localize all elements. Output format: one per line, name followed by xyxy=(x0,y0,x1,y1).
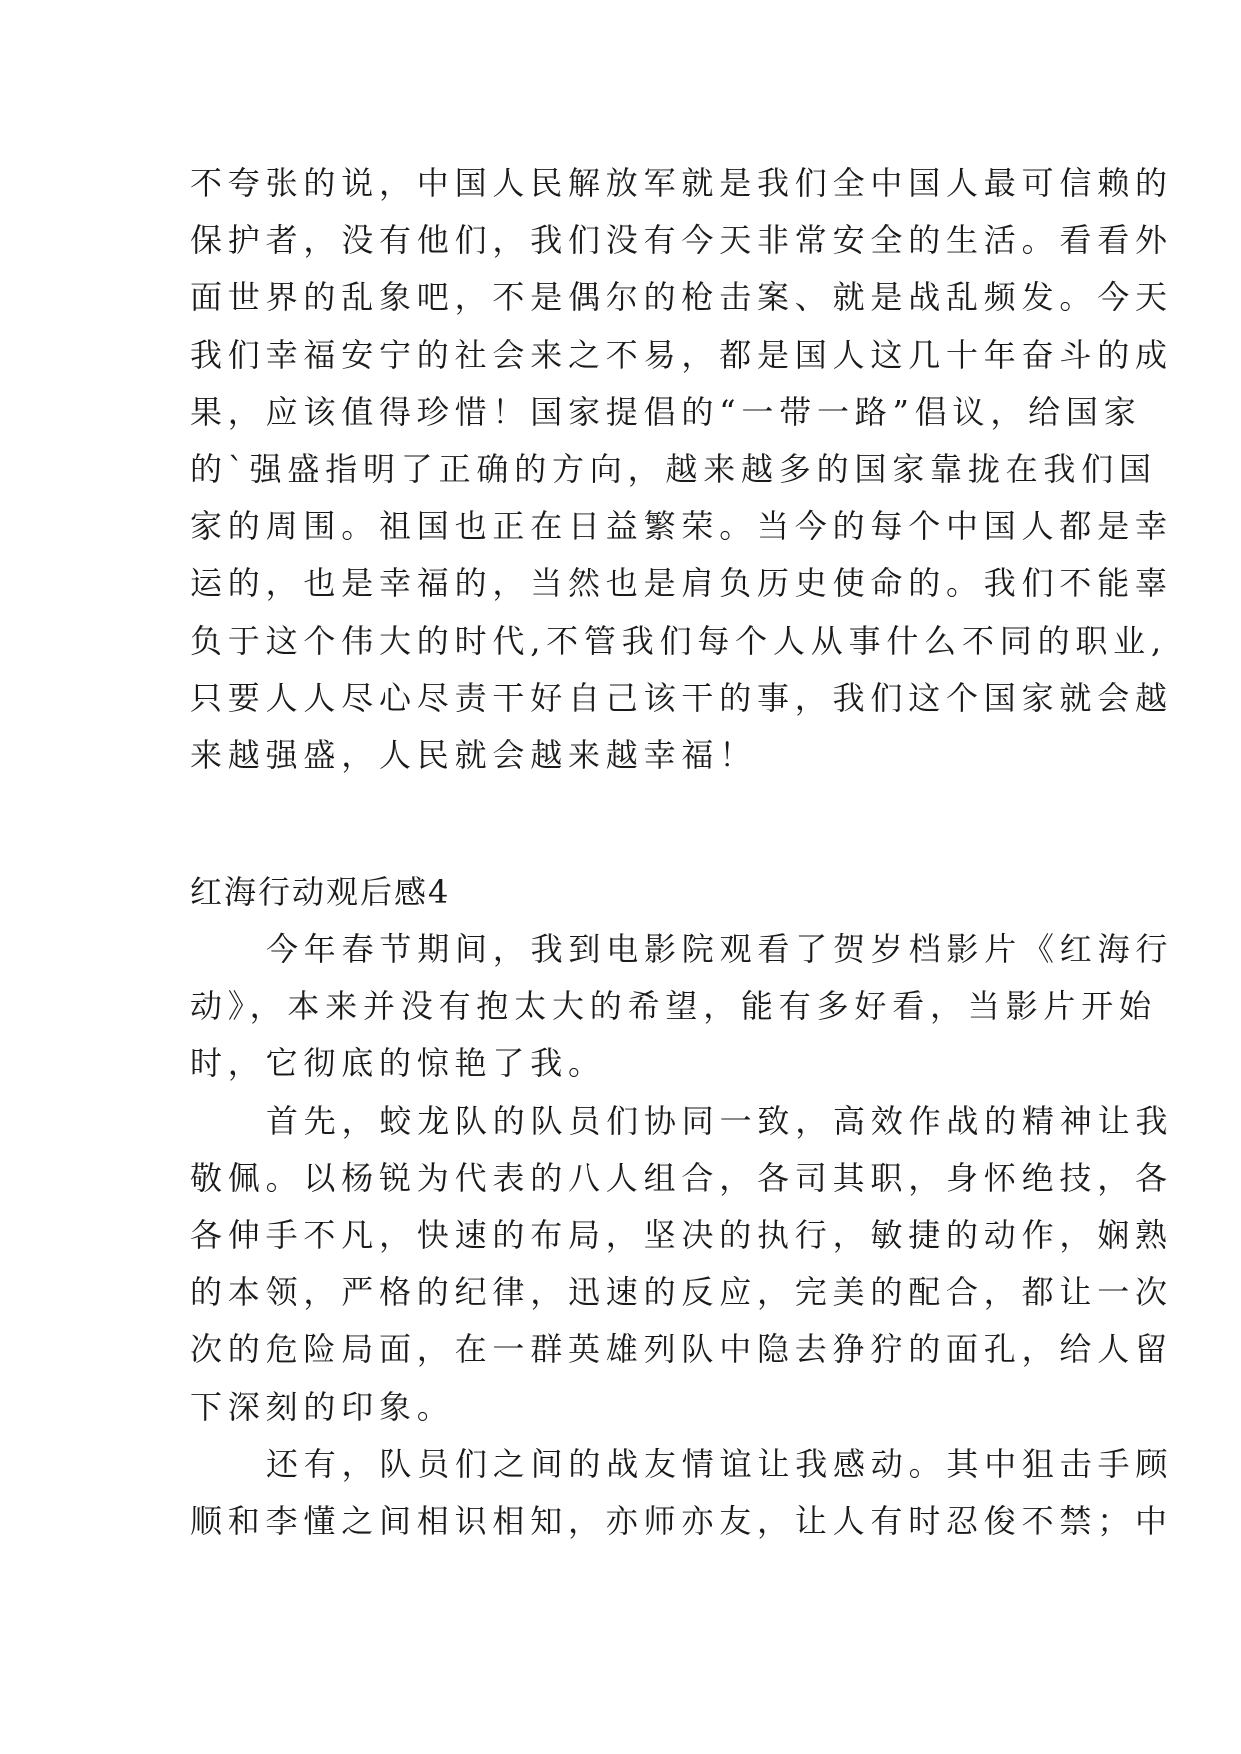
text-line: 下深刻的印象。 xyxy=(190,1387,455,1426)
text-line: 运的，也是幸福的，当然也是肩负历史使命的。我们不能辜 xyxy=(190,564,1173,603)
text-line: 我们幸福安宁的社会来之不易，都是国人这几十年奋斗的成 xyxy=(190,335,1173,374)
text-line: 来越强盛，人民就会越来越幸福！ xyxy=(190,735,758,774)
text-line: 还有，队员们之间的战友情谊让我感动。其中狙击手顾 xyxy=(266,1444,1174,1483)
text-line: 今年春节期间，我到电影院观看了贺岁档影片《红海行 xyxy=(266,930,1174,968)
text-line: 次的危险局面，在一群英雄列队中隐去狰狞的面孔，给人留 xyxy=(190,1330,1173,1369)
text-line: 只要人人尽心尽责干好自己该干的事，我们这个国家就会越 xyxy=(190,678,1173,717)
paragraph-red-sea-review xyxy=(190,921,1174,1550)
text-line: 动》，本来并没有抱太大的希望，能有多好看，当影片开始 xyxy=(190,987,1157,1026)
paragraph-pla-reflection xyxy=(190,155,1173,784)
text-line: 保护者，没有他们，我们没有今天非常安全的生活。看看外 xyxy=(190,221,1173,260)
text-line: 不夸张的说，中国人民解放军就是我们全中国人最可信赖的 xyxy=(190,164,1173,202)
text-line: 时，它彻底的惊艳了我。 xyxy=(190,1044,606,1083)
text-line: 敬佩。以杨锐为代表的八人组合，各司其职，身怀绝技，各 xyxy=(190,1158,1173,1197)
text-line: 果，应该值得珍惜！国家提倡的“一带一路”倡议，给国家 xyxy=(190,392,1142,431)
text-line: 各伸手不凡，快速的布局，坚决的执行，敏捷的动作，娴熟 xyxy=(190,1215,1173,1254)
text-line: 负于这个伟大的时代,不管我们每个人从事什么不同的职业, xyxy=(190,621,1167,660)
text-line: 的本领，严格的纪律，迅速的反应，完美的配合，都让一次 xyxy=(190,1273,1173,1312)
section-heading: 红海行动观后感4 xyxy=(190,873,451,911)
text-line: 家的周围。祖国也正在日益繁荣。当今的每个中国人都是幸 xyxy=(190,507,1173,546)
text-line: 面世界的乱象吧，不是偶尔的枪击案、就是战乱频发。今天 xyxy=(190,278,1173,317)
text-line: 顺和李懂之间相识相知，亦师亦友，让人有时忍俊不禁；中 xyxy=(190,1501,1173,1540)
text-line: 的`强盛指明了正确的方向，越来越多的国家靠拢在我们国 xyxy=(190,449,1157,488)
text-line: 首先，蛟龙队的队员们协同一致，高效作战的精神让我 xyxy=(266,1101,1174,1140)
